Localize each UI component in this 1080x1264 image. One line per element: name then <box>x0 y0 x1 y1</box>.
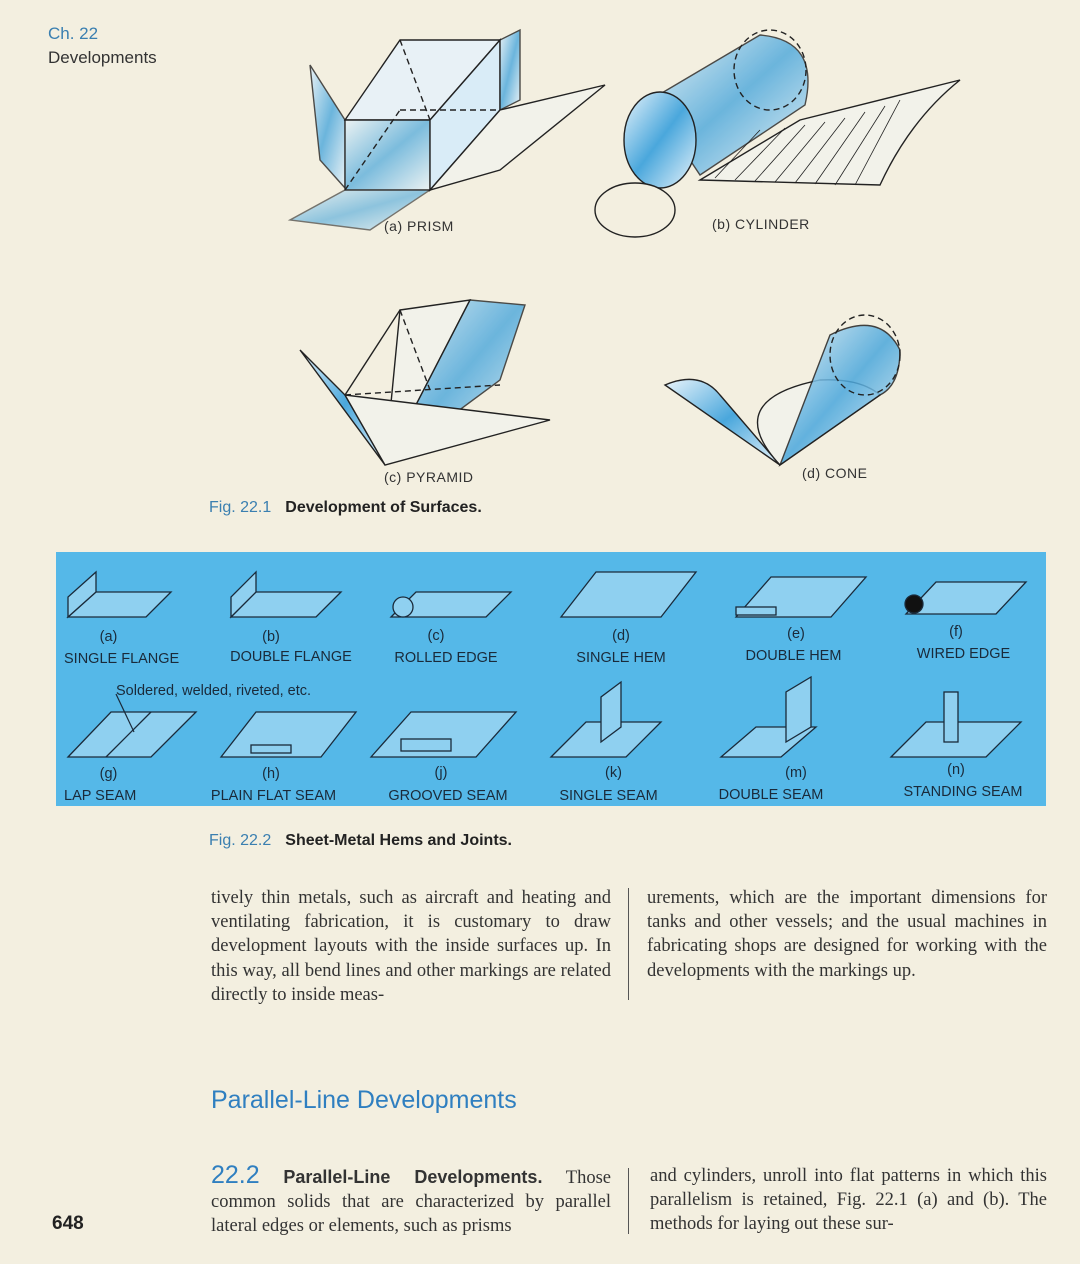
joint-e-name: DOUBLE HEM <box>745 648 842 664</box>
chapter-number: Ch. 22 <box>48 24 99 43</box>
seam-annotation: Soldered, welded, riveted, etc. <box>116 683 312 699</box>
joint-c-letter: (c) <box>427 628 445 644</box>
joint-f-letter: (f) <box>949 624 963 640</box>
section-number: 22.2 <box>211 1161 260 1189</box>
fig2-panel <box>56 552 1046 806</box>
body-lower-left <box>211 1163 611 1239</box>
joint-e-letter: (e) <box>787 626 805 642</box>
section-title: Parallel-Line Developments. <box>283 1167 543 1187</box>
joint-a-letter: (a) <box>99 629 118 645</box>
joint-d-name: SINGLE HEM <box>576 650 666 666</box>
fig1-number: Fig. 22.1 <box>209 499 272 516</box>
body-upper-right: urements, which are the important dimensions for tanks and other vessels; and the usual machines in fabricating shops are designed for working with the developments with the markings up. <box>647 888 1047 981</box>
fig2-title: Sheet-Metal Hems and Joints. <box>285 832 512 849</box>
sheet-metal-joint-drawings <box>56 552 1046 806</box>
joint-g-letter: (g) <box>99 766 118 782</box>
joint-n-letter: (n) <box>947 762 965 778</box>
joint-m-letter: (m) <box>785 765 807 781</box>
fig1-title: Development of Surfaces. <box>285 499 482 516</box>
fig1-cylinder-label: (b) CYLINDER <box>712 216 810 232</box>
joint-j-letter: (j) <box>434 765 448 781</box>
fig1-caption <box>209 499 482 517</box>
column-divider-upper <box>628 888 629 1000</box>
joint-k-letter: (k) <box>605 765 622 781</box>
section-heading: Parallel-Line Developments <box>211 1086 517 1114</box>
joint-f-name: WIRED EDGE <box>916 646 1011 662</box>
body-lower-right: and cylinders, unroll into flat patterns in which this parallelism is retained, Fig. 22.1 (a) and (b). The methods for laying out these sur- <box>650 1166 1047 1235</box>
joint-a-name: SINGLE FLANGE <box>64 651 180 667</box>
fig2-number: Fig. 22.2 <box>209 832 272 849</box>
joint-c-name: ROLLED EDGE <box>394 650 498 666</box>
body-upper-left: tively thin metals, such as aircraft and heating and ventilating fabrication, it is customary to draw development layouts with the inside surfaces up. In this way, all bend lines and other markings are related directly to inside meas- <box>211 888 611 1005</box>
chapter-name: Developments <box>48 48 157 67</box>
fig2-caption <box>209 832 512 850</box>
joint-d-letter: (d) <box>612 628 630 644</box>
joint-h-letter: (h) <box>262 766 280 782</box>
joint-g-name: LAP SEAM <box>64 788 137 804</box>
page-number: 648 <box>52 1213 84 1234</box>
joint-b-letter: (b) <box>262 629 280 645</box>
column-divider-lower <box>628 1168 629 1234</box>
joint-n-name: STANDING SEAM <box>903 784 1023 800</box>
joint-m-name: DOUBLE SEAM <box>718 787 824 803</box>
fig1-cone-label: (d) CONE <box>802 465 868 481</box>
body-lower-left-text: Those common solids that are characterized by parallel lateral edges or elements, such as prisms <box>211 1168 611 1237</box>
joint-h-name: PLAIN FLAT SEAM <box>210 788 337 804</box>
fig1-prism-label: (a) PRISM <box>384 218 454 234</box>
joint-k-name: SINGLE SEAM <box>559 788 658 804</box>
fig1-pyramid-label: (c) PYRAMID <box>384 469 474 485</box>
joint-b-name: DOUBLE FLANGE <box>230 649 352 665</box>
prism-development-drawing <box>0 0 1080 530</box>
joint-j-name: GROOVED SEAM <box>388 788 508 804</box>
